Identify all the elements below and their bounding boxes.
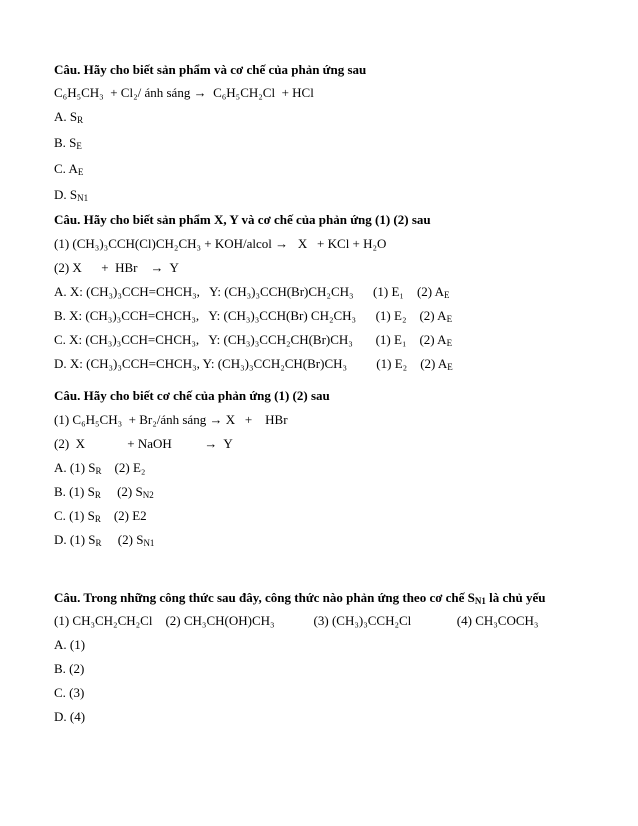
question-1-option-b: B. $S_E$ (54, 135, 82, 151)
question-4-formulas: (1) CH₃CH₂CH₂Cl (2) CH₃CH(OH)CH₃ (3) (CH₃)₃CCH₂Cl (4) CH₃COCH₃ (54, 613, 539, 628)
question-2-option-c: C. X: (CH₃)₃CCH=CHCH₃, Y: (CH₃)₃CCH₂CH(Br)CH₃ (1) E₁ (2) $A_E$ (54, 332, 453, 348)
question-1-title: Câu. Hãy cho biết sản phẩm và cơ chế của phản ứng sau (54, 62, 367, 77)
question-1-reaction: C₆H₅CH₃ + Cl₂/ ánh sáng → C₆H₅CH₂Cl + HCl (54, 85, 314, 100)
question-3-option-d: D. (1) $S_R$ (2) $S_{N1}$ (54, 532, 155, 548)
question-2-equation-2: (2) X + HBr → Y (54, 260, 179, 275)
question-1-option-a: A. $S_R$ (54, 109, 84, 125)
question-4-option-d: D. (4) (54, 709, 86, 724)
question-4-title: Câu. Trong những công thức sau đây, công thức nào phản ứng theo cơ chế $S_{N1}$ là chủ yếu (54, 590, 546, 606)
question-4-option-a: A. (1) (54, 637, 86, 652)
question-2-option-d: D. X: (CH₃)₃CCH=CHCH₃, Y: (CH₃)₃CCH₂CH(Br)CH₃ (1) E₂ (2) $A_E$ (54, 356, 453, 372)
question-1-option-c: C. $A_E$ (54, 161, 84, 177)
question-1-option-d: D. $S_{N1}$ (54, 187, 89, 203)
question-3-option-c: C. (1) $S_R$ (2) E2 (54, 508, 147, 524)
question-2-option-b: B. X: (CH₃)₃CCH=CHCH₃, Y: (CH₃)₃CCH(Br) CH₂CH₃ (1) E₂ (2) $A_E$ (54, 308, 453, 324)
question-2-equation-1: (1) (CH₃)₃CCH(Cl)CH₂CH₃ + KOH/alcol → X + KCl + H₂O (54, 236, 387, 251)
question-3-option-b: B. (1) $S_R$ (2) $S_{N2}$ (54, 484, 154, 500)
question-3-option-a: A. (1) $S_R$ (2) E₂ (54, 460, 146, 476)
question-2-option-a: A. X: (CH₃)₃CCH=CHCH₃, Y: (CH₃)₃CCH(Br)CH₂CH₃ (1) E₁ (2) $A_E$ (54, 284, 450, 300)
question-3-title: Câu. Hãy cho biết cơ chế của phản ứng (1) (2) sau (54, 388, 330, 403)
question-3-equation-1: (1) C₆H₅CH₃ + Br₂/ánh sáng → X + HBr (54, 412, 288, 427)
question-3-equation-2: (2) X + NaOH → Y (54, 436, 233, 451)
question-2-title: Câu. Hãy cho biết sản phẩm X, Y và cơ chế của phản ứng (1) (2) sau (54, 212, 431, 227)
question-4-option-c: C. (3) (54, 685, 85, 700)
question-4-option-b: B. (2) (54, 661, 85, 676)
